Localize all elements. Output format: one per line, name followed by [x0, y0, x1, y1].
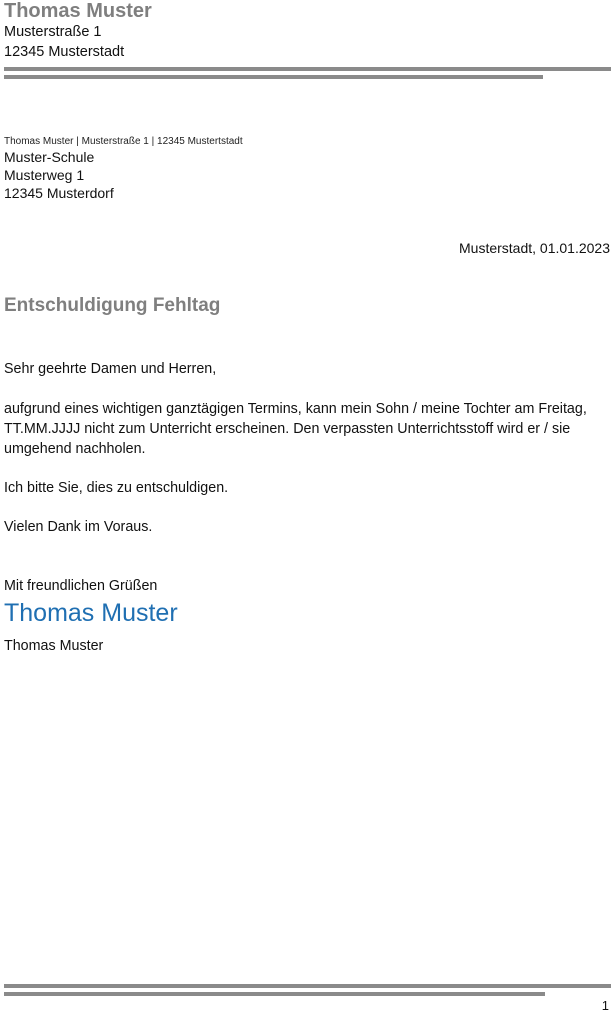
sender-street: Musterstraße 1 [4, 24, 102, 40]
page-number: 1 [601, 998, 609, 1013]
body-paragraph: aufgrund eines wichtigen ganztägigen Termins, kann mein Sohn / meine Tochter am Freitag, TT.MM.JJJJ nicht zum Unterricht erscheinen. Den verpassten Unterrichtsstoff wird er / sie umgehend nachholen. [4, 401, 587, 457]
sender-city: 12345 Musterstadt [4, 44, 125, 60]
date-line: Musterstadt, 01.01.2023 [459, 240, 610, 256]
footer-rule-short [4, 992, 545, 996]
recipient-city: 12345 Musterdorf [4, 185, 114, 201]
signature: Thomas Muster [4, 599, 178, 627]
footer-rule-long [4, 984, 611, 988]
header-rule-long [4, 67, 611, 71]
subject-heading: Entschuldigung Fehltag [4, 295, 221, 316]
header-rule-short [4, 75, 543, 79]
sender-name: Thomas Muster [4, 0, 152, 22]
signer-name: Thomas Muster [4, 638, 104, 654]
closing: Mit freundlichen Grüßen [4, 578, 158, 594]
body-paragraph: Ich bitte Sie, dies zu entschuldigen. [4, 480, 229, 496]
salutation: Sehr geehrte Damen und Herren, [4, 361, 217, 377]
recipient-street: Musterweg 1 [4, 167, 85, 183]
body-paragraph: Vielen Dank im Voraus. [4, 519, 153, 535]
return-address-line: Thomas Muster | Musterstraße 1 | 12345 Mustertstadt [4, 136, 243, 147]
recipient-name: Muster-Schule [4, 149, 95, 165]
